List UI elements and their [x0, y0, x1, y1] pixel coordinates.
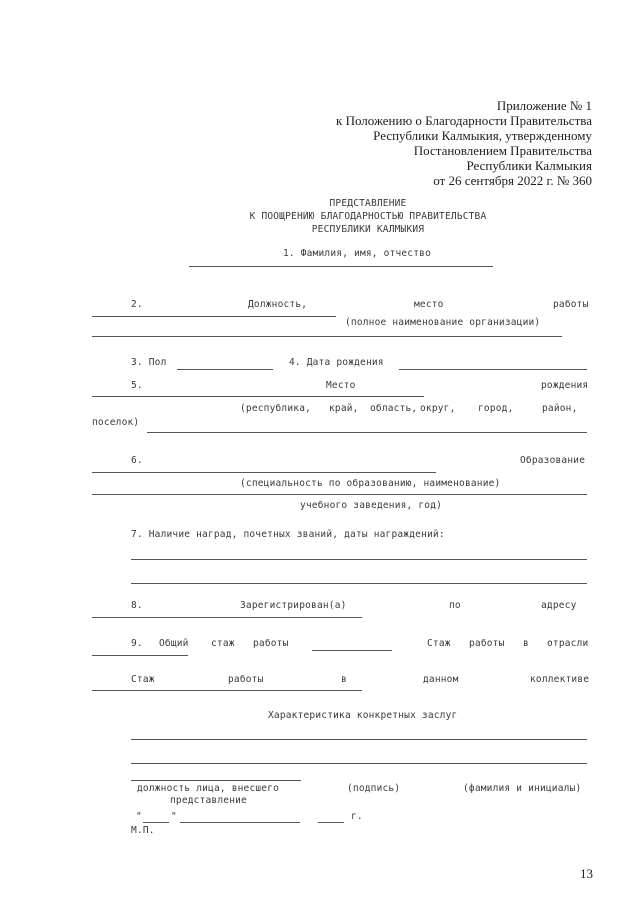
field-position-line-1[interactable]: [92, 316, 336, 317]
field-place-num: 5.: [131, 380, 143, 391]
field-awards-line-2[interactable]: [131, 583, 587, 584]
sign-name-label: (фамилия и инициалы): [463, 783, 582, 794]
field-exp-total-line[interactable]: [312, 650, 392, 651]
field-place-line-2[interactable]: [147, 432, 587, 433]
field-awards-label: 7. Наличие наград, почетных званий, даты награждений:: [131, 529, 445, 540]
field-birth-line[interactable]: [399, 369, 587, 370]
field-sex-line[interactable]: [177, 369, 273, 370]
stamp-label: М.П.: [131, 825, 155, 836]
sign-position-label-1: должность лица, внесшего: [137, 783, 280, 794]
field-addr-c: адресу: [541, 600, 577, 611]
field-position-line-2[interactable]: [92, 336, 562, 337]
field-merits-line-2[interactable]: [131, 763, 587, 764]
sign-position-label-2: представление: [170, 795, 247, 806]
sign-signature-label: (подпись): [347, 783, 401, 794]
field-addr-b: по: [449, 600, 461, 611]
field-place-hint-5: город,: [478, 403, 514, 414]
field-place-hint-7: поселок): [92, 417, 140, 428]
field-edu-num: 6.: [131, 455, 143, 466]
field-place-line-1[interactable]: [92, 396, 424, 397]
field-exp-word-3: стаж: [211, 638, 235, 649]
field-place-b: рождения: [541, 380, 589, 391]
field-exp-word-1: 9.: [131, 638, 143, 649]
field-team-word-5: коллективе: [530, 674, 590, 685]
field-place-hint-3: область,: [370, 403, 418, 414]
field-exp2-word-3: в: [523, 638, 529, 649]
field-position-c: работы: [553, 299, 589, 310]
appendix-line-4: Постановлением Правительства: [413, 143, 592, 158]
field-exp-word-4: работы: [253, 638, 289, 649]
field-exp2-word-1: Стаж: [427, 638, 451, 649]
field-sex-label: 3. Пол: [131, 357, 167, 368]
field-place-hint-4: округ,: [420, 403, 456, 414]
field-position-b: место: [414, 299, 444, 310]
appendix-line-5: Республики Калмыкия: [466, 158, 592, 173]
appendix-line-1: Приложение № 1: [496, 98, 592, 113]
field-team-word-3: в: [341, 674, 347, 685]
appendix-line-3: Республики Калмыкия, утвержденному: [373, 128, 592, 143]
field-place-hint-2: край,: [329, 403, 359, 414]
field-birth-label: 4. Дата рождения: [289, 357, 384, 368]
field-position-hint: (полное наименование организации): [345, 317, 541, 328]
title-line-2: К ПООЩРЕНИЮ БЛАГОДАРНОСТЬЮ ПРАВИТЕЛЬСТВА: [249, 211, 487, 222]
page-number: 13: [580, 866, 593, 881]
field-merits-label: Характеристика конкретных заслуг: [268, 710, 458, 721]
field-addr-num: 8.: [131, 600, 143, 611]
field-fio-line[interactable]: [189, 266, 493, 267]
field-fio-label: 1. Фамилия, имя, отчество: [283, 248, 431, 259]
field-addr-a: Зарегистрирован(а): [240, 600, 347, 611]
field-team-word-2: работы: [228, 674, 264, 685]
field-edu-line-1[interactable]: [92, 472, 436, 473]
field-place-hint-1: (республика,: [240, 403, 312, 414]
date-month-line[interactable]: [180, 822, 300, 823]
field-team-word-4: данном: [423, 674, 459, 685]
field-position-num: 2.: [131, 299, 143, 310]
field-team-word-1: Стаж: [131, 674, 155, 685]
field-edu-hint-2: учебного заведения, год): [300, 500, 443, 511]
field-addr-line[interactable]: [92, 617, 362, 618]
field-edu-label: Образование: [520, 455, 586, 466]
date-year-suffix: г.: [351, 811, 363, 822]
field-place-hint-6: район,: [542, 403, 578, 414]
field-exp2-word-4: отрасли: [547, 638, 589, 649]
date-close-quote: ": [171, 811, 177, 822]
field-awards-line-1[interactable]: [131, 559, 587, 560]
title-line-1: ПРЕДСТАВЛЕНИЕ: [329, 198, 407, 209]
field-exp-word-2: Общий: [159, 638, 189, 649]
sign-position-line[interactable]: [131, 780, 301, 781]
date-day-line[interactable]: [143, 822, 169, 823]
date-year-line[interactable]: [318, 822, 344, 823]
date-open-quote: ": [136, 811, 142, 822]
appendix-line-6: от 26 сентября 2022 г. № 360: [433, 173, 592, 188]
appendix-line-2: к Положению о Благодарности Правительства: [336, 113, 592, 128]
field-exp2-word-2: работы: [469, 638, 505, 649]
field-place-a: Место: [326, 380, 356, 391]
field-edu-hint-1: (специальность по образованию, наименование): [240, 478, 501, 489]
field-position-a: Должность,: [248, 299, 308, 310]
field-team-line[interactable]: [92, 690, 362, 691]
field-edu-line-2[interactable]: [92, 494, 587, 495]
field-merits-line-1[interactable]: [131, 739, 587, 740]
title-line-3: РЕСПУБЛИКИ КАЛМЫКИЯ: [311, 224, 425, 235]
field-exp-industry-line[interactable]: [92, 655, 188, 656]
